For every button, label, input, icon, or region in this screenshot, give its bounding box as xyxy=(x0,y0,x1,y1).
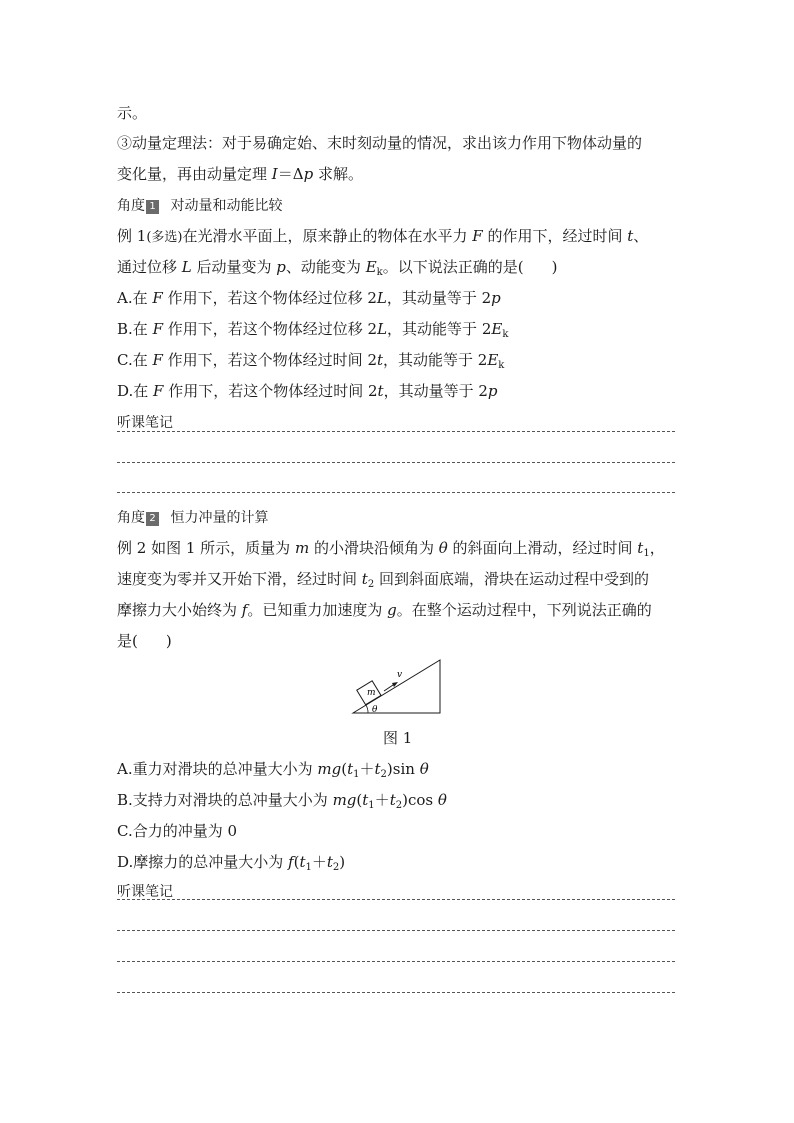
text: ，其动量等于 2 xyxy=(386,289,492,307)
var: m xyxy=(317,760,332,778)
intro-line-3 xyxy=(117,164,363,184)
ex1-option-a xyxy=(117,288,501,308)
text: 。已知重力加速度为 xyxy=(247,601,388,619)
var: L xyxy=(181,258,192,276)
note-line xyxy=(117,930,675,931)
text: 。以下说法正确的是( xyxy=(382,258,524,276)
var: θ xyxy=(419,760,429,778)
var: E xyxy=(487,351,499,369)
text: 。在整个运动过程中，下列说法正确的 xyxy=(396,601,652,619)
note-line xyxy=(117,961,675,962)
intro-line-1 xyxy=(117,103,147,123)
text: 回到斜面底端，滑块在运动过程中受到的 xyxy=(374,570,649,588)
text: 示。 xyxy=(117,104,148,122)
number-badge: 1 xyxy=(146,200,159,214)
heading-prefix: 角度 xyxy=(117,510,145,526)
heading-prefix: 角度 xyxy=(117,198,145,214)
ex1-line-1 xyxy=(117,226,677,248)
text: ) xyxy=(339,853,346,871)
note-line xyxy=(117,492,675,493)
var: F xyxy=(153,382,164,400)
var: t xyxy=(299,853,306,871)
subscript: 2 xyxy=(395,800,403,811)
var: f xyxy=(288,853,294,871)
var: E xyxy=(365,258,377,276)
number-badge: 2 xyxy=(146,512,159,526)
var: F xyxy=(152,351,163,369)
text: D.在 xyxy=(117,382,154,400)
note-line xyxy=(117,462,675,463)
text: 的作用下，经过时间 xyxy=(482,227,628,245)
var: F xyxy=(152,289,163,307)
text: 后动量变为 xyxy=(191,258,277,276)
ex1-option-c xyxy=(117,350,504,370)
text: 作用下，若这个物体经过时间 2 xyxy=(163,382,378,400)
var: t xyxy=(362,791,369,809)
text: ( xyxy=(356,791,363,809)
var: g xyxy=(331,760,342,778)
text: ( xyxy=(341,760,348,778)
subscript: 1 xyxy=(305,862,312,873)
var: p xyxy=(487,382,498,400)
text: 、动能变为 xyxy=(285,258,366,276)
text: A.重力对滑块的总冲量大小为 xyxy=(117,760,318,778)
ex2-option-a xyxy=(117,759,429,779)
text: ＋ xyxy=(359,760,375,778)
text: ，其动量等于 2 xyxy=(383,382,488,400)
ex2-option-d xyxy=(117,852,345,872)
text: )sin xyxy=(386,760,420,778)
text: 通过位移 xyxy=(117,258,182,276)
var: F xyxy=(152,320,163,338)
text: ) xyxy=(165,632,172,650)
notes-label-1 xyxy=(117,412,173,433)
subscript: 2 xyxy=(332,862,340,873)
text: 速度变为零并又开始下滑，经过时间 xyxy=(117,570,362,588)
var: t xyxy=(361,570,368,588)
var: t xyxy=(374,760,381,778)
var: F xyxy=(472,227,483,245)
var: m xyxy=(294,539,310,557)
var: m xyxy=(332,791,347,809)
example-label: 例 1 xyxy=(117,227,147,245)
text: ) xyxy=(551,258,558,276)
subscript: 1 xyxy=(368,800,375,811)
subscript: 1 xyxy=(353,769,360,780)
ex2-option-c xyxy=(117,821,237,841)
text: C.在 xyxy=(117,351,153,369)
var: p xyxy=(276,258,286,276)
subscript: k xyxy=(498,360,505,371)
text: ＋ xyxy=(374,791,390,809)
text: 的斜面向上滑动，经过时间 xyxy=(447,539,638,557)
heading-title: 恒力冲量的计算 xyxy=(170,510,269,526)
text: A.在 xyxy=(117,289,153,307)
note-line xyxy=(117,431,675,432)
text: ，其动能等于 2 xyxy=(383,351,488,369)
var: θ xyxy=(438,539,448,557)
text: C.合力的冲量为 0 xyxy=(117,822,238,840)
text: ， xyxy=(649,539,665,557)
heading-title: 对动量和动能比较 xyxy=(170,198,283,214)
var: t xyxy=(347,760,354,778)
angle-label: θ xyxy=(372,705,378,715)
ex2-line-3 xyxy=(117,600,677,620)
ex1-line-2 xyxy=(117,257,557,277)
text: 作用下，若这个物体经过时间 2 xyxy=(162,351,377,369)
var: t xyxy=(377,382,384,400)
ex2-line-2 xyxy=(117,569,677,589)
subscript: k xyxy=(502,329,509,340)
ex2-line-4 xyxy=(117,631,172,651)
text: 听课笔记 xyxy=(117,884,173,900)
subscript: 2 xyxy=(367,579,375,590)
note-line xyxy=(117,899,675,900)
ex2-option-b xyxy=(117,790,447,810)
text: ( xyxy=(293,853,300,871)
text: 的小滑块沿倾角为 xyxy=(309,539,439,557)
var: p xyxy=(303,165,314,183)
var: t xyxy=(627,227,634,245)
ex1-option-d xyxy=(117,381,498,401)
text: 求解。 xyxy=(313,165,363,183)
subscript: k xyxy=(376,267,383,278)
var: g xyxy=(346,791,357,809)
text: D.摩擦力的总冲量大小为 xyxy=(117,853,289,871)
var: t xyxy=(389,791,396,809)
ex2-line-1 xyxy=(117,538,677,558)
text: 作用下，若这个物体经过位移 2 xyxy=(162,289,377,307)
var: t xyxy=(377,351,384,369)
velocity-label: v xyxy=(397,670,403,680)
var: t xyxy=(326,853,333,871)
var: f xyxy=(241,601,248,619)
section-heading-angle-2 xyxy=(117,507,269,528)
text: 作用下，若这个物体经过位移 2 xyxy=(162,320,378,338)
var: L xyxy=(376,289,387,307)
var: g xyxy=(387,601,397,619)
var: p xyxy=(491,289,501,307)
text: )cos xyxy=(402,791,438,809)
angle-arc xyxy=(366,705,368,713)
text: 听课笔记 xyxy=(117,415,173,431)
note-line xyxy=(117,992,675,993)
var: I xyxy=(271,165,278,183)
mass-label: m xyxy=(367,688,376,698)
subscript: 2 xyxy=(380,769,387,780)
text: ③动量定理法：对于易确定始、末时刻动量的情况，求出该力作用下物体动量的 xyxy=(117,134,643,152)
ex1-option-b xyxy=(117,319,508,339)
var: t xyxy=(637,539,644,557)
text: 变化量，再由动量定理 xyxy=(117,165,272,183)
text: 在光滑水平面上，原来静止的物体在水平力 xyxy=(182,227,473,245)
text: ，其动能等于 2 xyxy=(387,320,492,338)
var: L xyxy=(377,320,388,338)
subscript: 1 xyxy=(643,548,650,559)
text: B.在 xyxy=(117,320,153,338)
text: ＋ xyxy=(311,853,327,871)
text: 、 xyxy=(633,227,649,245)
section-heading-angle-1 xyxy=(117,195,283,216)
multi-select-tag: (多选) xyxy=(146,230,183,245)
var: θ xyxy=(437,791,447,809)
text: ＝Δ xyxy=(277,165,304,183)
text: 摩擦力大小始终为 xyxy=(117,601,242,619)
text: 例 2 如图 1 所示，质量为 xyxy=(117,539,295,557)
var: E xyxy=(491,320,503,338)
text: 是( xyxy=(117,632,138,650)
figure-caption: 图 1 xyxy=(383,729,413,747)
incline-diagram xyxy=(350,655,445,717)
intro-line-2 xyxy=(117,133,677,153)
text: B.支持力对滑块的总冲量大小为 xyxy=(117,791,333,809)
